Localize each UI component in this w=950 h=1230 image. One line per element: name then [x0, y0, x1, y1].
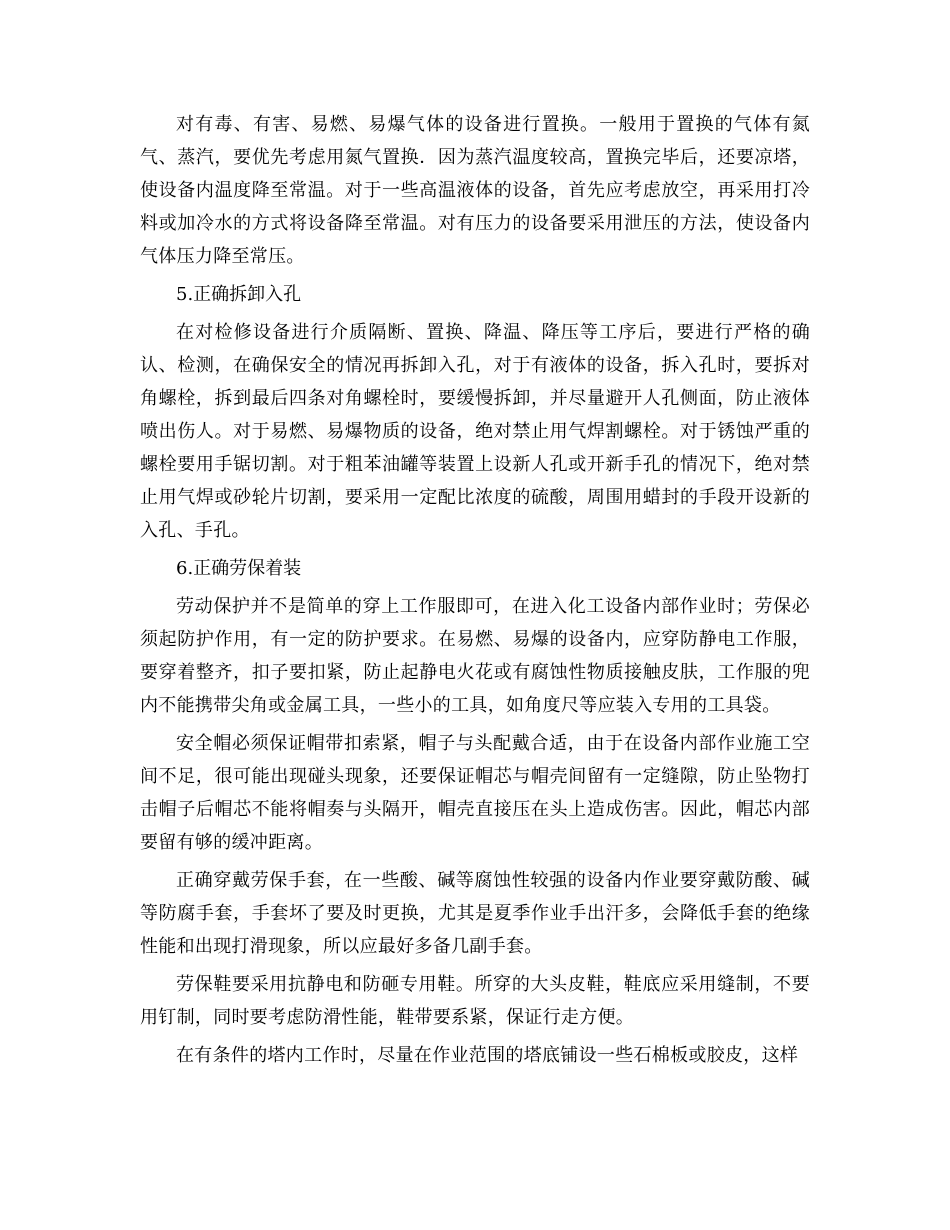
- heading-protective-clothing: 6.正确劳保着装: [176, 558, 302, 579]
- paragraph-work-clothes: 劳动保护并不是简单的穿上工作服即可，在进入化工设备内部作业时；劳保必须起防护作用，有一定的防护要求。在易燃、易爆的设备内，应穿防静电工作服，要穿着整齐，扣子要扣紧，防止起静电火花或有腐蚀性物质接触皮肤，工作服的兜内不能携带尖角或金属工具，一些小的工具，如角度尺等应装入专用的工具袋。: [140, 596, 810, 716]
- document-body: [140, 108, 810, 1072]
- paragraph-tower-work: 在有条件的塔内工作时，尽量在作业范围的塔底铺设一些石棉板或胶皮，这样: [176, 1045, 799, 1066]
- paragraph-gloves: 正确穿戴劳保手套，在一些酸、碱等腐蚀性较强的设备内作业要穿戴防酸、碱等防腐手套，手套坏了要及时更换，尤其是夏季作业手出汗多，会降低手套的绝缘性能和出现打滑现象，所以应最好多备几副手套。: [140, 870, 810, 957]
- paragraph-manhole-removal: 在对检修设备进行介质隔断、置换、降温、降压等工序后，要进行严格的确认、检测，在确保安全的情况再拆卸入孔，对于有液体的设备，拆入孔时，要拆对角螺栓，拆到最后四条对角螺栓时，要缓慢拆卸，并尽量避开人孔侧面，防止液体喷出伤人。对于易燃、易爆物质的设备，绝对禁止用气焊割螺栓。对于锈蚀严重的螺栓要用手锯切割。对于粗苯油罐等装置上设新人孔或开新手孔的情况下，绝对禁止用气焊或砂轮片切割，要采用一定配比浓度的硫酸，周围用蜡封的手段开设新的入孔、手孔。: [140, 322, 810, 541]
- paragraph-safety-shoes: 劳保鞋要采用抗静电和防砸专用鞋。所穿的大头皮鞋，鞋底应采用缝制，不要用钉制，同时要考虑防滑性能，鞋带要系紧，保证行走方便。: [140, 974, 810, 1028]
- heading-manhole-removal: 5.正确拆卸入孔: [176, 284, 302, 305]
- paragraph-safety-helmet: 安全帽必须保证帽带扣索紧，帽子与头配戴合适，由于在设备内部作业施工空间不足，很可能出现碰头现象，还要保证帽芯与帽壳间留有一定缝隙，防止坠物打击帽子后帽芯不能将帽奏与头隔开，帽壳直接压在头上造成伤害。因此，帽芯内部要留有够的缓冲距离。: [140, 733, 810, 853]
- paragraph-replacement: 对有毒、有害、易燃、易爆气体的设备进行置换。一般用于置换的气体有氮气、蒸汽，要优先考虑用氮气置换．因为蒸汽温度较高，置换完毕后，还要凉塔，使设备内温度降至常温。对于一些高温液体的设备，首先应考虑放空，再采用打冷料或加冷水的方式将设备降至常温。对有压力的设备要采用泄压的方法，使设备内气体压力降至常压。: [140, 114, 810, 267]
